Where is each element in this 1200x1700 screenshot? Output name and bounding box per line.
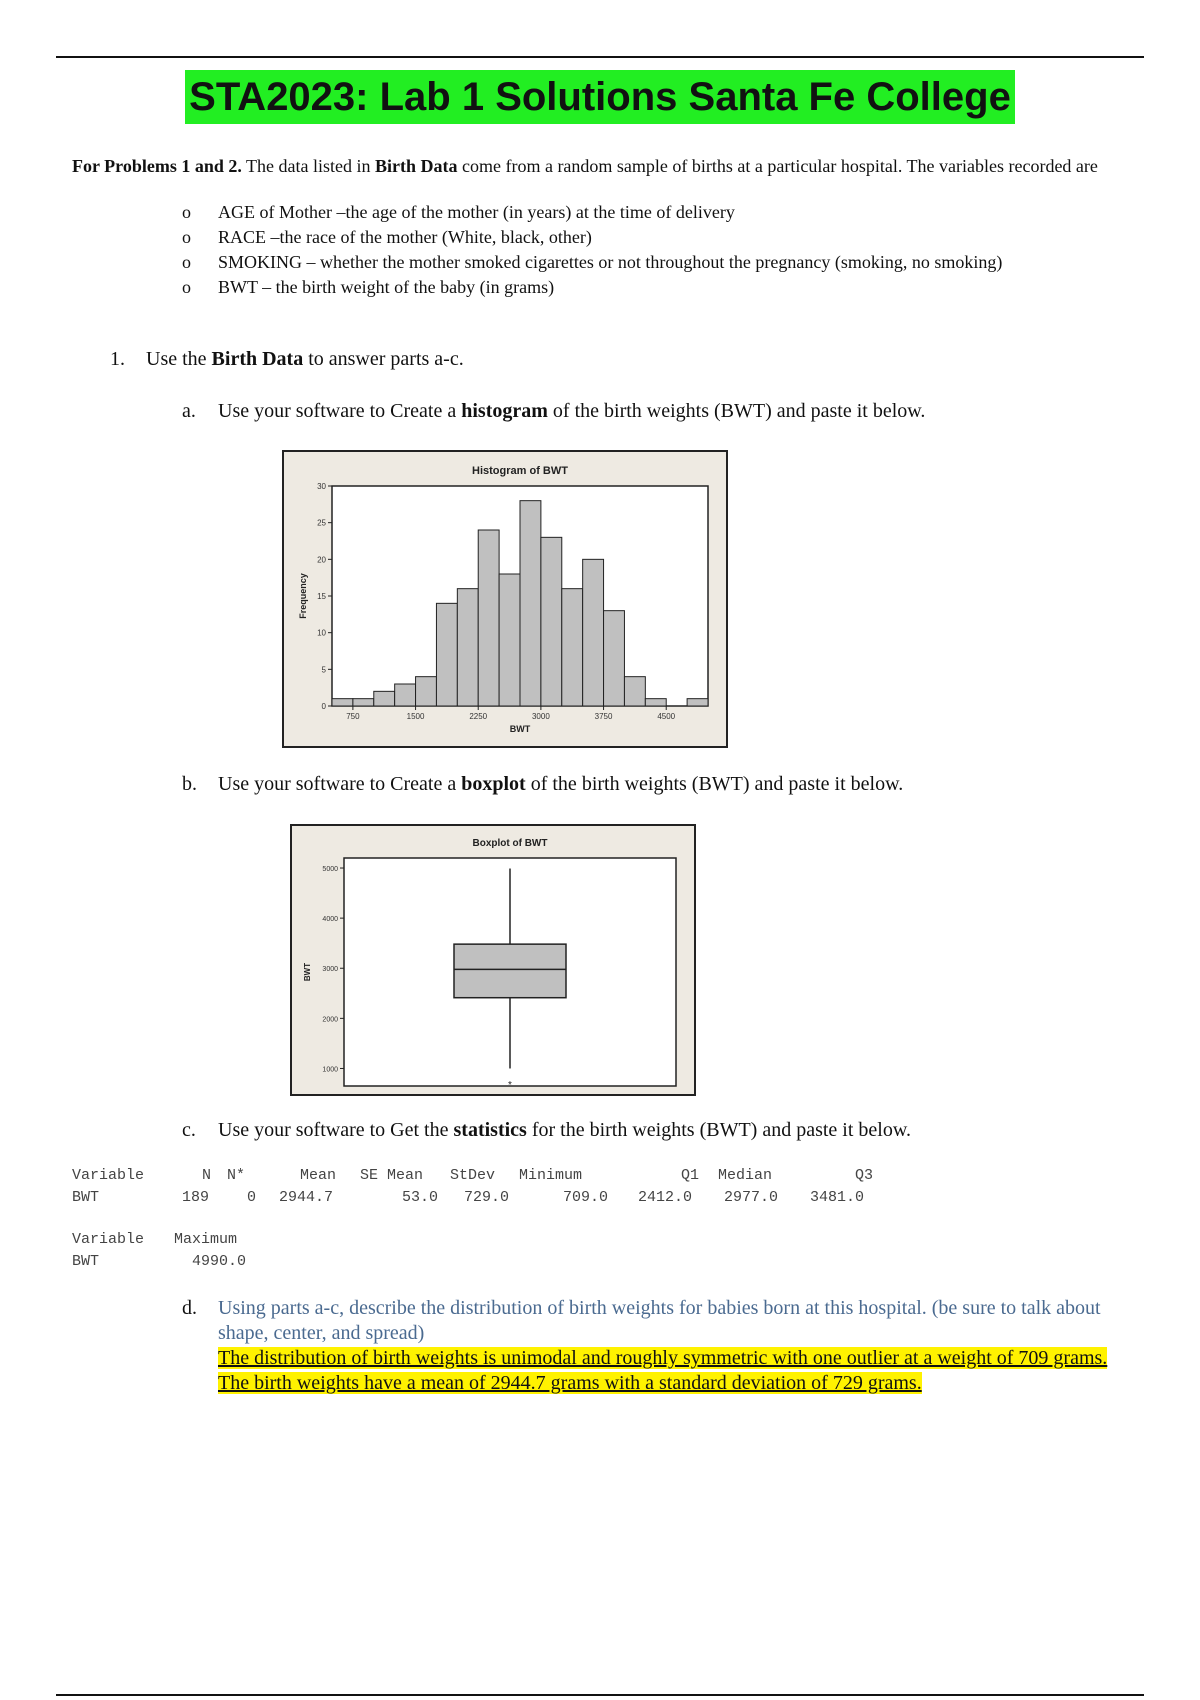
stats-header-cell: Minimum [519, 1167, 583, 1184]
stats-value-cell: 3481.0 [810, 1189, 865, 1206]
histogram-bar [395, 684, 416, 706]
list-item-text: SMOKING – whether the mother smoked cigarettes or not throughout the pregnancy (smoking, no smoking) [218, 252, 1003, 272]
stats-header-cell: Maximum [174, 1231, 238, 1248]
stats-header-row [72, 1166, 874, 1186]
page-title: STA2023: Lab 1 Solutions Santa Fe College [185, 70, 1015, 124]
histogram-bar [624, 677, 645, 706]
x-tick-label: 750 [346, 712, 360, 721]
histogram-bar [645, 699, 666, 706]
histogram-chart [284, 452, 726, 746]
stats-value-cell: 189 [182, 1189, 210, 1206]
stats-header-row-2 [72, 1230, 238, 1250]
histogram-bar [332, 699, 353, 706]
list-item [182, 250, 1132, 275]
variable-list [182, 200, 1132, 300]
intro-bold-birth-data: Birth Data [374, 156, 458, 176]
boxplot-chart [292, 826, 694, 1094]
c-bold: statistics [453, 1119, 527, 1141]
x-tick-label: 2250 [469, 712, 488, 721]
histogram-bar [562, 589, 583, 706]
stats-header-cell: Mean [300, 1167, 337, 1184]
stats-value-cell: 4990.0 [192, 1253, 247, 1270]
x-tick-label: 3750 [594, 712, 613, 721]
stats-header-cell: SE Mean [360, 1167, 424, 1184]
y-tick-label: 0 [321, 702, 326, 711]
stats-header-cell: Variable [72, 1231, 145, 1248]
b-bold: boxplot [461, 773, 526, 795]
stats-header-cell: N* [227, 1167, 246, 1184]
stats-header-cell: Median [718, 1167, 773, 1184]
stats-value-cell: BWT [72, 1253, 100, 1270]
boxplot-title: Boxplot of BWT [472, 838, 548, 849]
intro-text-1: The data listed in [241, 156, 375, 176]
x-tick-label: 4500 [657, 712, 676, 721]
part-a-label: a. [182, 400, 196, 422]
y-tick-label: 15 [317, 592, 326, 601]
question-1-number: 1. [110, 348, 125, 370]
stats-header-cell: StDev [450, 1167, 496, 1184]
part-a-text [218, 398, 925, 424]
stats-value-cell: 2977.0 [724, 1189, 779, 1206]
stats-value-cell: 709.0 [563, 1189, 609, 1206]
a-bold: histogram [461, 400, 548, 422]
histogram-bar [499, 574, 520, 706]
bullet-icon: o [182, 252, 191, 272]
part-d-body [218, 1296, 1143, 1396]
part-a [182, 398, 1082, 424]
y-axis-label: BWT [303, 962, 312, 982]
histogram-bar [687, 699, 708, 706]
list-item [182, 225, 1132, 250]
part-c [182, 1117, 1082, 1143]
stats-value-cell: BWT [72, 1189, 100, 1206]
histogram-bar [436, 603, 457, 706]
bullet-icon: o [182, 202, 191, 222]
histogram-bar [374, 691, 395, 706]
y-tick-label: 3000 [322, 966, 338, 974]
iqr-box [454, 944, 566, 998]
part-b-text [218, 771, 903, 797]
histogram-bar [416, 677, 437, 706]
a-pre: Use your software to Create a [218, 400, 462, 422]
outlier-point: * [508, 1080, 512, 1092]
histogram-bar [353, 699, 374, 706]
histogram-bar [604, 611, 625, 706]
part-b-label: b. [182, 773, 197, 795]
list-item-text: AGE of Mother –the age of the mother (in years) at the time of delivery [218, 202, 735, 222]
intro-paragraph [72, 154, 1122, 178]
a-post: of the birth weights (BWT) and paste it below. [547, 400, 926, 422]
c-pre: Use your software to Get the [218, 1119, 454, 1141]
histogram-bar [541, 537, 562, 706]
stats-header-cell: Variable [72, 1167, 145, 1184]
stats-value-row-2 [72, 1252, 247, 1272]
title-container [0, 70, 1200, 124]
stats-header-cell: Q3 [855, 1167, 874, 1184]
histogram-bar [520, 501, 541, 706]
histogram-title: Histogram of BWT [472, 465, 568, 477]
x-tick-label: 1500 [406, 712, 425, 721]
stats-header-cell: Q1 [681, 1167, 700, 1184]
y-tick-label: 4000 [322, 916, 338, 924]
histogram-bar [583, 559, 604, 706]
bottom-rule [56, 1694, 1144, 1696]
stats-value-cell: 2412.0 [638, 1189, 693, 1206]
list-item [182, 275, 1132, 300]
y-tick-label: 20 [317, 555, 326, 565]
x-tick-label: 3000 [531, 712, 550, 721]
q1-bold: Birth Data [211, 348, 304, 370]
bullet-icon: o [182, 227, 191, 247]
list-item-text: RACE –the race of the mother (White, black, other) [218, 227, 592, 247]
c-post: for the birth weights (BWT) and paste it below. [526, 1119, 911, 1141]
part-d-prompt: Using parts a-c, describe the distribution of birth weights for babies born at this hospital. (be sure to talk about shape, center, and spread) [218, 1297, 1101, 1344]
bullet-icon: o [182, 277, 191, 297]
part-d-label: d. [182, 1297, 197, 1319]
y-tick-label: 25 [317, 518, 326, 528]
part-c-label: c. [182, 1119, 196, 1141]
question-1-text [146, 346, 464, 372]
q1-pre: Use the [146, 348, 212, 370]
y-tick-label: 5 [321, 665, 326, 675]
boxplot-figure [290, 824, 696, 1096]
y-tick-label: 1000 [322, 1066, 338, 1074]
b-pre: Use your software to Create a [218, 773, 462, 795]
list-item [182, 200, 1132, 225]
y-axis-label: Frequency [298, 573, 308, 619]
histogram-bar [457, 589, 478, 706]
y-tick-label: 10 [317, 628, 326, 638]
x-axis-label: BWT [509, 724, 531, 734]
histogram-bar [478, 530, 499, 706]
histogram-figure [282, 450, 728, 748]
stats-value-cell: 53.0 [402, 1189, 439, 1206]
stats-value-cell: 2944.7 [279, 1189, 334, 1206]
top-rule [56, 56, 1144, 58]
list-item-text: BWT – the birth weight of the baby (in grams) [218, 277, 555, 297]
part-d-answer: The distribution of birth weights is unimodal and roughly symmetric with one outlier at a weight of 709 grams. The birth weights have a mean of 2944.7 grams with a standard deviation of 729 grams. [218, 1347, 1108, 1394]
y-tick-label: 2000 [322, 1016, 338, 1024]
part-c-text [218, 1117, 911, 1143]
intro-text-2: come from a random sample of births at a particular hospital. The variables recorded are [457, 156, 1098, 176]
stats-value-cell: 729.0 [464, 1189, 510, 1206]
y-tick-label: 5000 [322, 866, 338, 874]
part-b [182, 771, 1082, 797]
question-1 [110, 346, 1010, 372]
intro-lead: For Problems 1 and 2. [72, 156, 242, 176]
statistics-output [72, 1166, 972, 1276]
stats-value-cell: 0 [247, 1189, 257, 1206]
stats-header-cell: N [202, 1167, 212, 1184]
b-post: of the birth weights (BWT) and paste it below. [525, 773, 904, 795]
q1-post: to answer parts a-c. [303, 348, 464, 370]
y-tick-label: 30 [317, 482, 326, 491]
stats-value-row [72, 1188, 865, 1208]
